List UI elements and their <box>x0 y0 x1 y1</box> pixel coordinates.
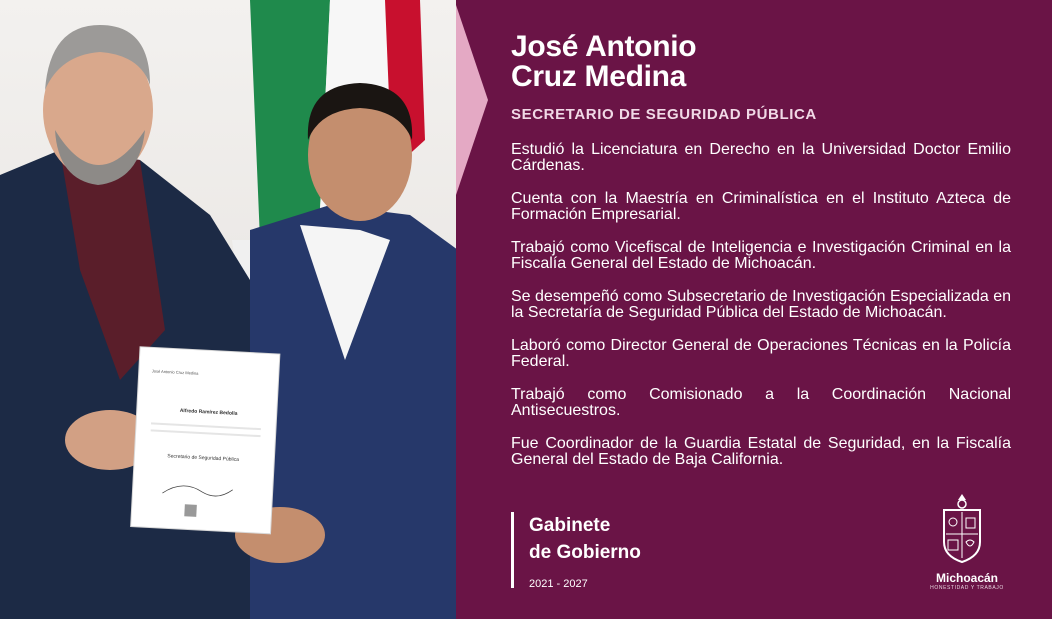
certificate-title: Secretario de Seguridad Pública <box>167 453 240 464</box>
photo <box>0 0 458 619</box>
person-name-line2: Cruz Medina <box>511 60 687 93</box>
person-role: SECRETARIO DE SEGURIDAD PÚBLICA <box>511 106 817 123</box>
gabinete-block <box>511 512 641 588</box>
bio-item: Se desempeñó como Subsecretario de Investigación Especializada en la Secretaría de Seguridad Pública del Estado de Michoacán. <box>511 288 1011 321</box>
certificate-line1: José Antonio Cruz Medina <box>151 368 199 376</box>
bio-item: Trabajó como Vicefiscal de Inteligencia e Investigación Criminal en la Fiscalía General del Estado de Michoacán. <box>511 239 1011 272</box>
bio-item: Laboró como Director General de Operaciones Técnicas en la Policía Federal. <box>511 337 1011 370</box>
certificate-signer: Alfredo Ramírez Bedolla <box>179 407 238 417</box>
gabinete-years: 2021 - 2027 <box>529 578 588 590</box>
pink-arrow-accent <box>456 5 488 195</box>
photo-illustration <box>0 0 458 619</box>
bio-item: Trabajó como Comisionado a la Coordinación Nacional Antisecuestros. <box>511 386 1011 419</box>
person-name-line1: José Antonio <box>511 30 697 63</box>
brand-tagline: HONESTIDAD Y TRABAJO <box>930 585 1004 591</box>
bio-list <box>511 142 1011 485</box>
brand-name: Michoacán <box>935 571 998 585</box>
certificate <box>131 347 280 534</box>
bio-item: Fue Coordinador de la Guardia Estatal de Seguridad, en la Fiscalía General del Estado de Baja California. <box>511 435 1011 468</box>
gabinete-line1: Gabinete <box>529 515 611 536</box>
bio-item: Cuenta con la Maestría en Criminalística en el Instituto Azteca de Formación Empresarial. <box>511 190 1011 223</box>
michoacan-crest-icon <box>938 492 986 564</box>
person-name <box>511 32 696 92</box>
gabinete-line2: de Gobierno <box>529 542 641 563</box>
bio-item: Estudió la Licenciatura en Derecho en la Universidad Doctor Emilio Cárdenas. <box>511 141 1011 174</box>
